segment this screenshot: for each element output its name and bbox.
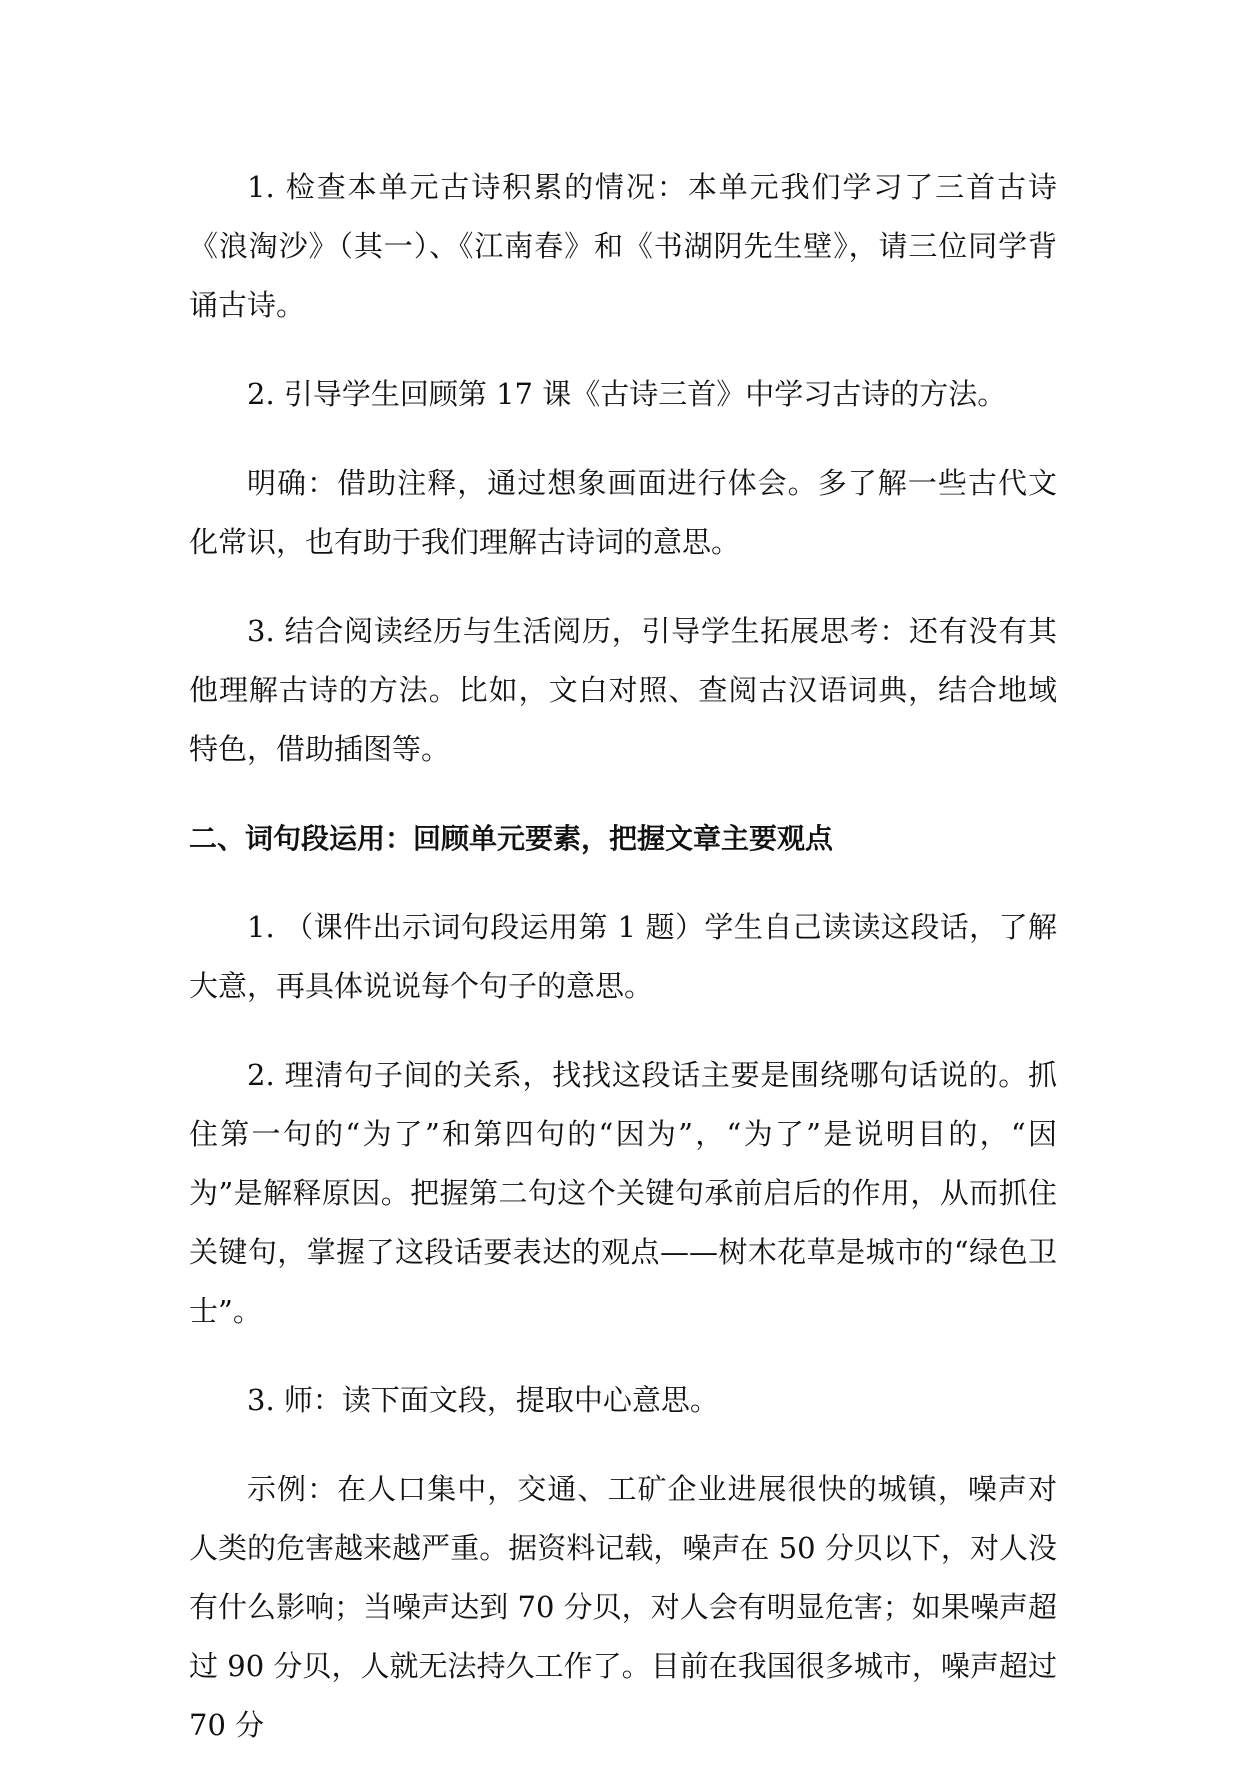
section-heading: 二、词句段运用：回顾单元要素，把握文章主要观点 — [189, 822, 834, 855]
paragraph-courseware-task: 1. （课件出示词句段运用第 1 题）学生自己读读这段话，了解大意，再具体说说每个句子的意思。 — [189, 910, 1057, 1003]
paragraph-clarify: 明确：借助注释，通过想象画面进行体会。多了解一些古代文化常识，也有助于我们理解古诗词的意思。 — [189, 466, 1057, 559]
paragraph-extend-thinking: 3. 结合阅读经历与生活阅历，引导学生拓展思考：还有没有其他理解古诗的方法。比如，文白对照、查阅古汉语词典，结合地域特色，借助插图等。 — [189, 614, 1057, 766]
paragraph-review-poems: 1. 检查本单元古诗积累的情况：本单元我们学习了三首古诗《浪淘沙》（其一）、《江南春》和《书湖阴先生壁》，请三位同学背诵古诗。 — [189, 170, 1057, 322]
document-page — [189, 158, 1057, 1785]
paragraph-sentence-relations: 2. 理清句子间的关系，找找这段话主要是围绕哪句话说的。抓住第一句的“为了”和第四句的“因为”，“为了”是说明目的，“因为”是解释原因。把握第二句这个关键句承前启后的作用，从而抓住关键句，掌握了这段话要表达的观点——树木花草是城市的“绿色卫士”。 — [189, 1058, 1057, 1328]
paragraph-teacher-instruction: 3. 师：读下面文段，提取中心意思。 — [247, 1383, 719, 1417]
paragraph-review-methods: 2. 引导学生回顾第 17 课《古诗三首》中学习古诗的方法。 — [247, 377, 1007, 411]
paragraph-example: 示例：在人口集中，交通、工矿企业进展很快的城镇，噪声对人类的危害越来越严重。据资料记载，噪声在 50 分贝以下，对人没有什么影响；当噪声达到 70 分贝，对人会有明显危害；如果噪声超过 90 分贝，人就无法持久工作了。目前在我国很多城市，噪声超过 70 分 — [189, 1472, 1057, 1742]
